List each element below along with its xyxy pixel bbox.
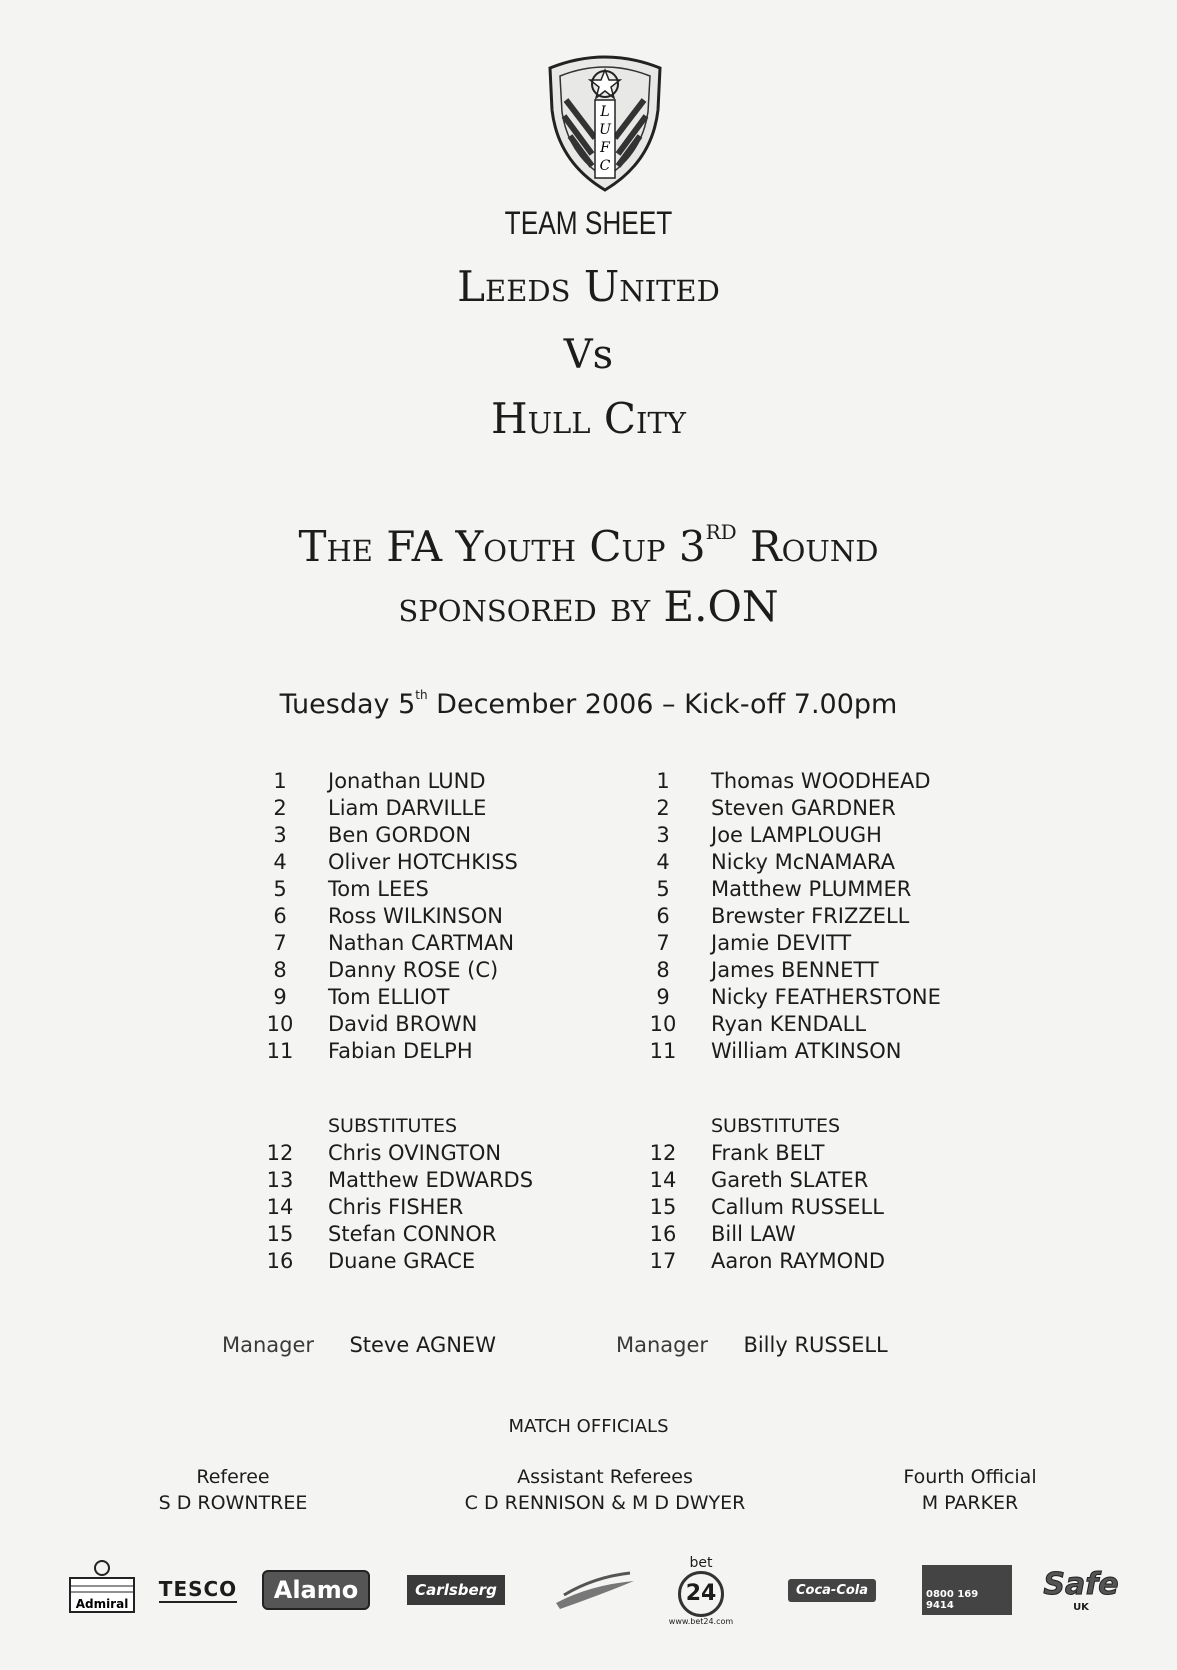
date-prefix: Tuesday 5 [279,689,416,720]
shirt-number: 6 [273,904,287,928]
player-name: Aaron RAYMOND [711,1249,886,1273]
safe-label: Safe [1043,1567,1119,1602]
player-name: Jamie DEVITT [711,931,852,955]
away-team-title: Hull City [490,394,686,443]
home-player-row [260,1038,600,1065]
fourth-official-name: M PARKER [921,1492,1019,1514]
home-player-row [260,768,600,795]
alamo-logo-icon [260,1560,372,1620]
coca-cola-logo-icon [780,1560,884,1620]
player-name: Frank BELT [711,1141,825,1165]
player-name: Matthew EDWARDS [328,1168,534,1192]
assistants-label: Assistant Referees [517,1466,693,1488]
home-player-row [260,876,600,903]
phone-logo-icon [922,1560,1012,1620]
competition-suffix: Round [736,522,879,571]
competition-ordinal: RD [705,520,737,544]
player-name: Gareth SLATER [711,1168,869,1192]
assistants-names: C D RENNISON & M D DWYER [464,1492,746,1514]
crest-letter-u: U [599,122,611,138]
subs-label: SUBSTITUTES [328,1115,458,1137]
player-name: Ryan KENDALL [711,1012,867,1036]
away-player-row [643,1011,983,1038]
shirt-number: 16 [649,1222,677,1246]
leeds-crest-icon [540,50,670,200]
away-sub-row [643,1140,983,1167]
manager-label: Manager [616,1333,709,1357]
player-name: Chris FISHER [328,1195,464,1219]
shirt-number: 12 [649,1141,677,1165]
shirt-number: 12 [266,1141,294,1165]
referee-name: S D ROWNTREE [158,1492,308,1514]
home-sub-row [260,1140,600,1167]
home-player-row [260,930,600,957]
referee-block [133,1464,333,1516]
crest-letter-c: C [599,158,611,174]
officials-title: MATCH OFFICIALS [508,1416,669,1437]
bet24-number: 24 [678,1571,724,1617]
referee-label: Referee [196,1466,270,1488]
player-name: Stefan CONNOR [328,1222,497,1246]
shirt-number: 16 [266,1249,294,1273]
carlsberg-logo-icon [402,1560,510,1620]
admiral-logo-icon [66,1560,138,1620]
away-sub-row [643,1248,983,1275]
home-manager [222,1333,496,1357]
away-substitutes [643,1112,983,1275]
player-name: Tom ELLIOT [328,985,450,1009]
bet24-url: www.bet24.com [668,1616,734,1626]
player-name: Brewster FRIZZELL [711,904,910,928]
player-name: Thomas WOODHEAD [711,769,931,793]
shirt-number: 14 [266,1195,294,1219]
shirt-number: 5 [656,877,670,901]
shirt-number: 6 [656,904,670,928]
home-player-row [260,822,600,849]
player-name: Joe LAMPLOUGH [711,823,882,847]
shirt-number: 11 [266,1039,294,1063]
shirt-number: 15 [649,1195,677,1219]
bet24-label: bet [689,1554,713,1571]
tesco-label: TESCO [158,1577,238,1601]
fourth-official-block [880,1464,1060,1516]
home-player-row [260,1011,600,1038]
away-player-row [643,1038,983,1065]
player-name: Bill LAW [711,1222,796,1246]
player-name: Nicky McNAMARA [711,850,895,874]
tesco-bastion-logo-icon [158,1560,238,1620]
shirt-number: 4 [273,850,287,874]
player-name: Liam DARVILLE [328,796,487,820]
home-team-title: Leeds United [457,262,720,311]
player-name: Tom LEES [328,877,429,901]
shirt-number: 8 [273,958,287,982]
shirt-number: 4 [656,850,670,874]
away-sub-row [643,1194,983,1221]
player-name: William ATKINSON [711,1039,902,1063]
phone-label: 0800 169 9414 [922,1565,1012,1615]
match-date [0,688,1177,720]
sponsor-line: sponsored by E.ON [398,582,779,631]
player-name: Chris OVINGTON [328,1141,502,1165]
player-name: Steven GARDNER [711,796,896,820]
manager-name: Billy RUSSELL [743,1333,888,1357]
player-name: Callum RUSSELL [711,1195,884,1219]
away-player-row [643,768,983,795]
shirt-number: 8 [656,958,670,982]
home-player-row [260,903,600,930]
home-player-row [260,957,600,984]
shirt-number: 13 [266,1168,294,1192]
home-substitutes [260,1112,600,1275]
shirt-number: 1 [273,769,287,793]
home-sub-row [260,1194,600,1221]
away-player-row [643,822,983,849]
player-name: Danny ROSE (C) [328,958,499,982]
player-name: Oliver HOTCHKISS [328,850,518,874]
alamo-label: Alamo [262,1570,371,1610]
home-subs-heading [260,1112,600,1140]
assistants-block [445,1464,765,1516]
away-player-row [643,795,983,822]
carlsberg-label: Carlsberg [407,1575,505,1605]
away-player-row [643,930,983,957]
player-name: David BROWN [328,1012,478,1036]
shirt-number: 9 [656,985,670,1009]
shirt-number: 10 [266,1012,294,1036]
shirt-number: 15 [266,1222,294,1246]
versus-label: Vs [563,332,614,378]
shirt-number: 11 [649,1039,677,1063]
swoosh-logo-icon [550,1560,640,1620]
home-player-row [260,984,600,1011]
shirt-number: 5 [273,877,287,901]
shirt-number: 2 [656,796,670,820]
home-sub-row [260,1221,600,1248]
subs-label: SUBSTITUTES [711,1115,841,1137]
admiral-label: Admiral [75,1597,129,1611]
player-name: Matthew PLUMMER [711,877,912,901]
shirt-number: 14 [649,1168,677,1192]
shirt-number: 9 [273,985,287,1009]
shirt-number: 3 [656,823,670,847]
player-name: Nathan CARTMAN [328,931,515,955]
shirt-number: 2 [273,796,287,820]
date-suffix: December 2006 – Kick-off 7.00pm [427,689,898,720]
bet24-logo-icon [664,1554,738,1626]
coca-cola-label: Coca-Cola [788,1579,876,1602]
manager-name: Steve AGNEW [349,1333,496,1357]
safe-sub: UK [1073,1602,1089,1613]
away-sub-row [643,1167,983,1194]
sponsor-logos [60,1554,1160,1640]
fourth-official-label: Fourth Official [903,1466,1037,1488]
home-lineup [260,768,600,1065]
home-player-row [260,849,600,876]
away-lineup [643,768,983,1065]
away-manager [616,1333,888,1357]
away-player-row [643,903,983,930]
safe-style-logo-icon [1040,1560,1122,1620]
competition-title [0,520,1177,571]
sheet-title: TEAM SHEET [504,205,673,241]
home-sub-row [260,1167,600,1194]
player-name: Ben GORDON [328,823,472,847]
shirt-number: 17 [649,1249,677,1273]
away-subs-heading [643,1112,983,1140]
away-player-row [643,957,983,984]
player-name: Nicky FEATHERSTONE [711,985,941,1009]
away-sub-row [643,1221,983,1248]
shirt-number: 7 [273,931,287,955]
shirt-number: 7 [656,931,670,955]
player-name: Fabian DELPH [328,1039,473,1063]
away-player-row [643,984,983,1011]
home-sub-row [260,1248,600,1275]
home-player-row [260,795,600,822]
away-player-row [643,876,983,903]
shirt-number: 1 [656,769,670,793]
away-player-row [643,849,983,876]
shirt-number: 10 [649,1012,677,1036]
player-name: Ross WILKINSON [328,904,503,928]
player-name: Duane GRACE [328,1249,476,1273]
shirt-number: 3 [273,823,287,847]
competition-prefix: The FA Youth Cup 3 [298,522,706,571]
manager-label: Manager [222,1333,315,1357]
player-name: James BENNETT [711,958,879,982]
crest-letter-l: L [600,104,610,120]
player-name: Jonathan LUND [328,769,486,793]
date-ordinal: th [415,688,428,702]
crest-letter-f: F [600,140,610,156]
